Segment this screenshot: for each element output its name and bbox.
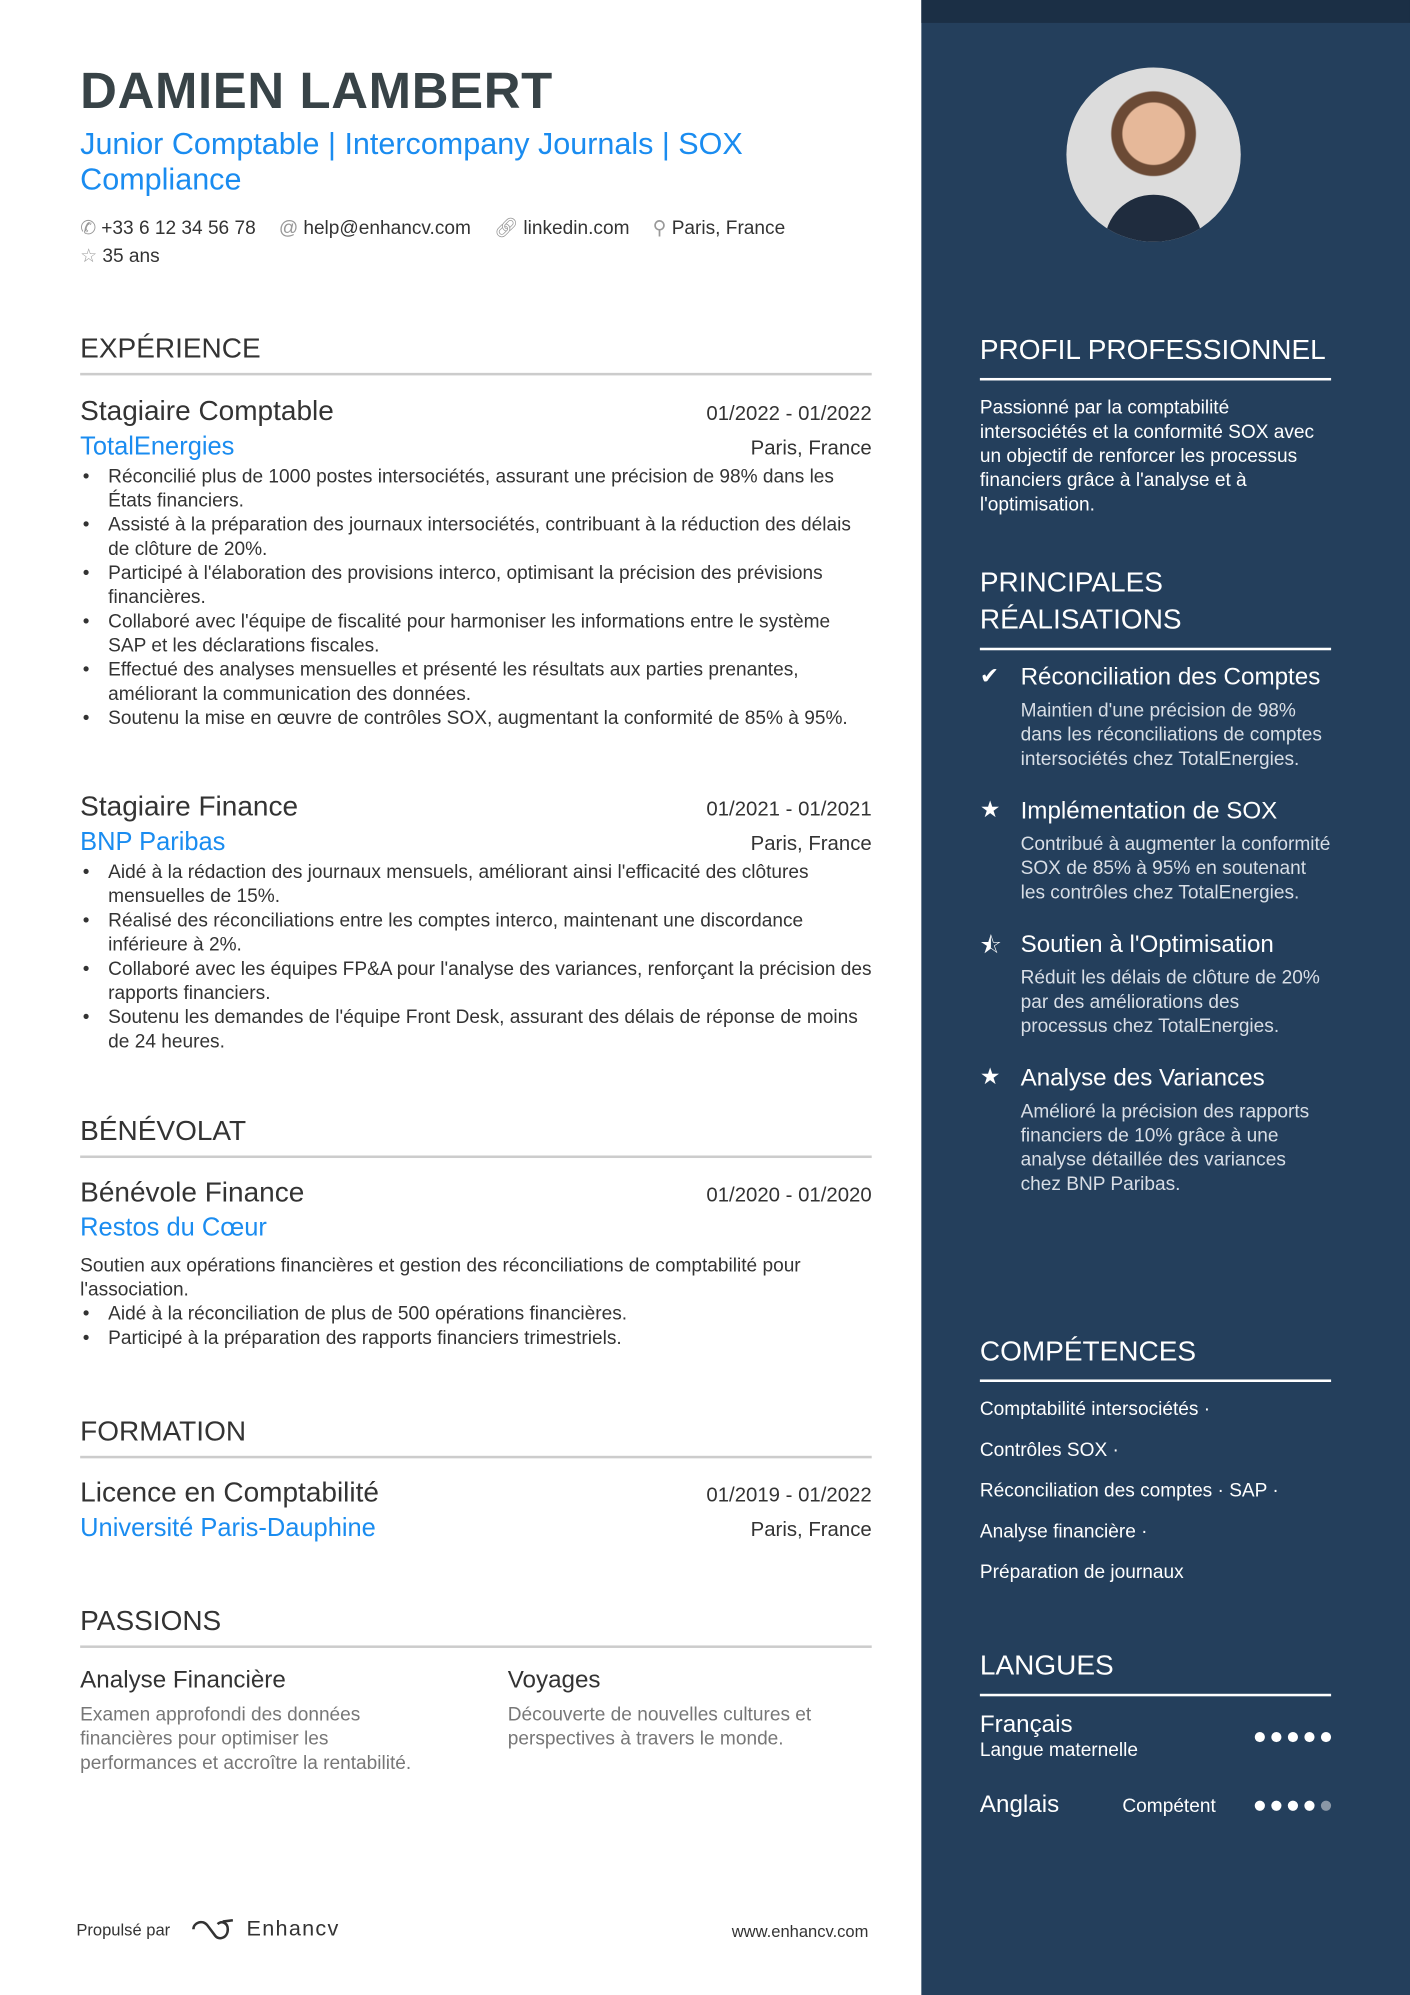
section-heading-passions: PASSIONS (80, 1605, 872, 1648)
passion-item (80, 1667, 449, 1775)
language-level: Langue maternelle (979, 1739, 1139, 1762)
passion-title: Voyages (507, 1667, 601, 1694)
at-icon: @ (278, 217, 299, 240)
volunteer-dates: 01/2020 - 01/2020 (706, 1184, 872, 1207)
bullet: • Effectué des analyses mensuelles et présenté les résultats aux parties prenantes, améliorant la communication des données. (80, 658, 872, 706)
achievement-desc: Réduit les délais de clôture de 20% par des améliorations des processus chez TotalEnergies. (1020, 967, 1320, 1038)
achievement-item (980, 930, 1331, 1038)
passion-desc: Examen approfondi des données financières pour optimiser les performances et accroître la rentabilité. (80, 1703, 412, 1774)
education-dates: 01/2019 - 01/2022 (706, 1485, 872, 1507)
candidate-name: DAMIEN LAMBERT (80, 63, 553, 120)
bullet: • Réconcilié plus de 1000 postes intersociétés, assurant une précision de 98% dans les États financiers. (80, 464, 872, 512)
skill-line: Contrôles SOX · (979, 1439, 1119, 1461)
contact-email[interactable]: @ help@enhancv.com (278, 217, 471, 240)
star-icon: ☆ (80, 245, 98, 268)
achievement-title: Soutien à l'Optimisation (1020, 931, 1274, 959)
language-rating (1248, 1725, 1331, 1748)
bullet: • Aidé à la rédaction des journaux mensuels, améliorant ainsi l'efficacité des clôtures mensuelles de 15%. (80, 860, 872, 908)
job-title: Stagiaire Finance (80, 790, 299, 823)
achievement-title: Analyse des Variances (1020, 1065, 1265, 1092)
education-entry (80, 1476, 872, 1543)
job-bullets (80, 860, 872, 1053)
contact-linkedin[interactable]: 🔗︎ linkedin.com (494, 217, 630, 240)
phone-icon: ✆ (80, 217, 97, 240)
skills-list (980, 1390, 1331, 1594)
job-title: Stagiaire Comptable (80, 394, 334, 427)
job-entry (80, 790, 872, 1053)
section-heading-education: FORMATION (80, 1415, 872, 1458)
bullet: • Collaboré avec l'équipe de fiscalité pour harmoniser les informations entre le système SAP et les déclarations fiscales. (80, 610, 872, 658)
bullet: • Soutenu les demandes de l'équipe Front Desk, assurant des délais de réponse de moins de 24 heures. (80, 1005, 872, 1053)
bullet: • Assisté à la préparation des journaux intersociétés, contribuant à la réduction des délais de clôture de 20%. (80, 513, 872, 561)
section-heading-languages: LANGUES (980, 1647, 1331, 1697)
bullet: • Aidé à la réconciliation de plus de 500 opérations financières. (80, 1302, 872, 1326)
school: Université Paris-Dauphine (80, 1514, 376, 1543)
bullet: • Soutenu la mise en œuvre de contrôles SOX, augmentant la conformité de 85% à 95%. (80, 706, 872, 730)
achievement-item (980, 1064, 1331, 1196)
achievement-title: Implémentation de SOX (1020, 797, 1278, 825)
volunteer-bullets (80, 1302, 872, 1350)
language-item (980, 1712, 1331, 1762)
enhancv-logo-icon (191, 1916, 237, 1941)
education-location: Paris, France (750, 1519, 872, 1542)
language-rating (1248, 1794, 1331, 1817)
achievement-desc: Maintien d'une précision de 98% dans les réconciliations de comptes intersociétés chez TotalEnergies. (1020, 699, 1322, 770)
bullet: • Collaboré avec les équipes FP&A pour l'analyse des variances, renforçant la précision des rapports financiers. (80, 957, 872, 1005)
section-heading-volunteer: BÉNÉVOLAT (80, 1115, 872, 1158)
star-icon: ★ (979, 1063, 1001, 1090)
location-icon: ⚲ (652, 217, 667, 240)
section-heading-skills: COMPÉTENCES (980, 1332, 1331, 1382)
bullet: • Participé à la préparation des rapports financiers trimestriels. (80, 1326, 872, 1350)
bullet: • Participé à l'élaboration des provisions interco, optimisant la précision des prévisions financières. (80, 561, 872, 609)
achievement-desc: Amélioré la précision des rapports financiers de 10% grâce à une analyse détaillée des variances chez BNP Paribas. (1020, 1100, 1310, 1195)
achievement-item (980, 663, 1331, 771)
job-location: Paris, France (750, 437, 872, 460)
section-heading-profile: PROFIL PROFESSIONNEL (980, 331, 1331, 381)
skill-line: Comptabilité intersociétés · (979, 1398, 1211, 1421)
job-location: Paris, France (750, 833, 872, 856)
bullet: • Réalisé des réconciliations entre les comptes interco, maintenant une discordance inférieure à 2%. (80, 909, 872, 957)
achievement-desc: Contribué à augmenter la conformité SOX de 85% à 95% en soutenant les contrôles chez TotalEnergies. (1020, 833, 1331, 904)
volunteer-org: Restos du Cœur (80, 1214, 267, 1243)
section-heading-achievements: PRINCIPALES RÉALISATIONS (980, 564, 1331, 651)
job-entry (80, 394, 872, 730)
language-level: Compétent (1122, 1794, 1216, 1817)
star-icon: ★ (979, 796, 1001, 823)
skill-line: Réconciliation des comptes · SAP · (979, 1479, 1279, 1502)
contact-phone[interactable]: ✆ +33 6 12 34 56 78 (80, 217, 256, 240)
volunteer-entry (80, 1176, 872, 1350)
contact-list (80, 215, 844, 271)
language-name: Français (979, 1711, 1073, 1739)
passion-desc: Découverte de nouvelles cultures et perspectives à travers le monde. (507, 1703, 812, 1750)
job-dates: 01/2021 - 01/2021 (706, 799, 872, 821)
candidate-title: Junior Comptable | Intercompany Journals | SOX Compliance (80, 127, 743, 198)
footer-brand (76, 1916, 339, 1941)
skill-line: Préparation de journaux (979, 1561, 1184, 1584)
language-item (980, 1792, 1331, 1820)
language-name: Anglais (979, 1791, 1060, 1819)
contact-age: ☆ 35 ans (80, 245, 160, 268)
achievement-title: Réconciliation des Comptes (1020, 664, 1321, 692)
brand-name: Enhancv (246, 1916, 340, 1941)
job-company: BNP Paribas (80, 828, 226, 857)
sidebar-top-strip (921, 0, 1410, 23)
passion-item (508, 1667, 872, 1775)
achievement-item (980, 797, 1331, 905)
volunteer-description: Soutien aux opérations financières et gestion des réconciliations de comptabilité pour l'association. (80, 1254, 801, 1301)
job-bullets (80, 464, 872, 730)
skill-line: Analyse financière · (979, 1520, 1148, 1543)
contact-location: ⚲ Paris, France (652, 217, 786, 240)
check-icon: ✔ (979, 663, 1000, 689)
profile-photo (1066, 67, 1240, 241)
passions-list (80, 1667, 872, 1775)
section-heading-experience: EXPÉRIENCE (80, 332, 872, 375)
powered-by-label: Propulsé par (76, 1919, 171, 1939)
degree: Licence en Comptabilité (80, 1476, 379, 1508)
job-company: TotalEnergies (80, 432, 235, 461)
link-icon: 🔗︎ (494, 217, 519, 240)
footer-url[interactable]: www.enhancv.com (731, 1921, 869, 1941)
job-dates: 01/2022 - 01/2022 (706, 403, 872, 426)
passion-title: Analyse Financière (80, 1667, 286, 1694)
volunteer-title: Bénévole Finance (80, 1175, 305, 1208)
star-half-icon: ⯪ (979, 932, 1002, 959)
achievements-list (980, 663, 1331, 1196)
profile-text: Passionné par la comptabilité intersociétés et la conformité SOX avec un objectif de renforcer les processus financiers grâce à l'analyse et à l'optimisation. (979, 397, 1315, 516)
